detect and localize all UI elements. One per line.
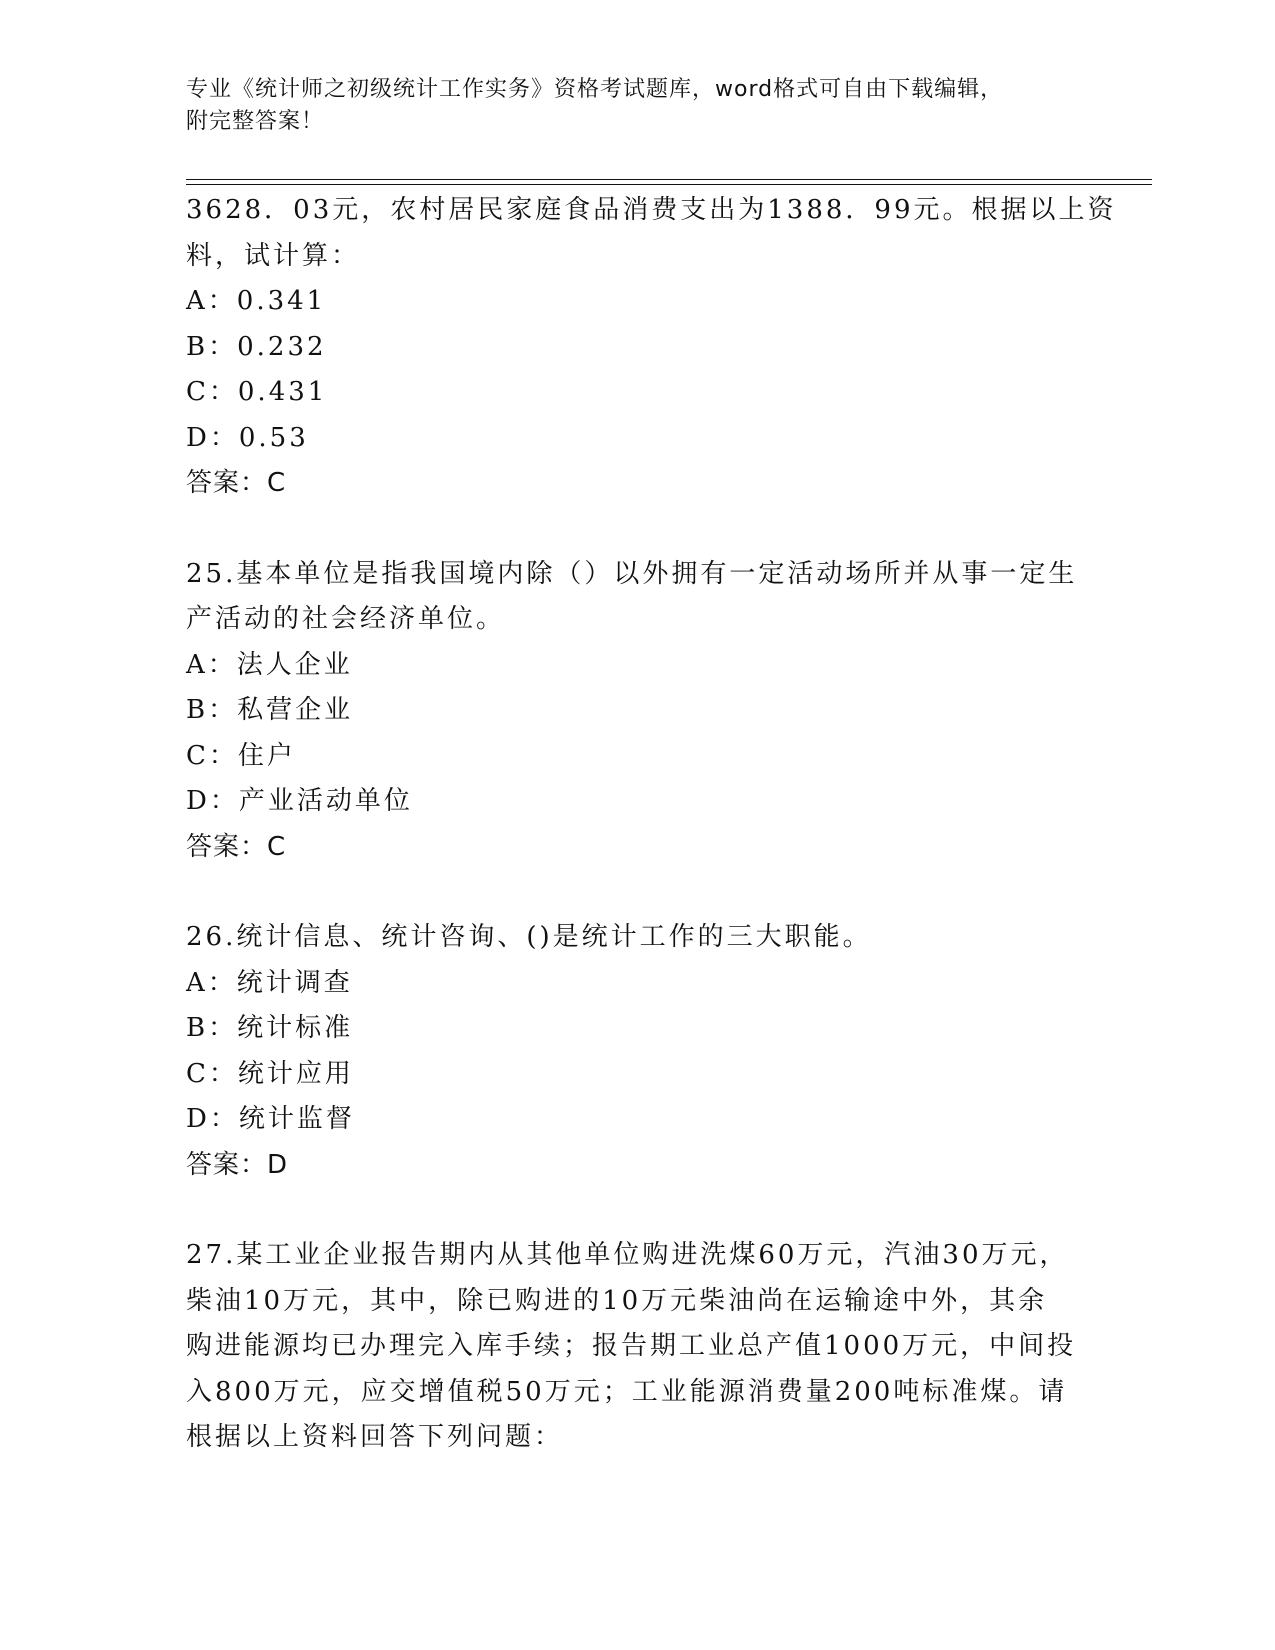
option-d: D：统计监督 xyxy=(186,1104,355,1134)
option-d: D：0.53 xyxy=(186,422,309,453)
question-text-line: 料，试计算： xyxy=(186,240,361,271)
option-d: D：产业活动单位 xyxy=(186,786,413,816)
question-text-line: 柴油10万元，其中，除已购进的10万元柴油尚在运输途中外，其余 xyxy=(186,1285,1048,1316)
option-a: A：法人企业 xyxy=(186,649,353,680)
option-a: A：0.341 xyxy=(186,286,327,316)
question-text-line: 购进能源均已办理完入库手续；报告期工业总产值1000万元，中间投 xyxy=(186,1331,1077,1361)
question-text-line: 27.某工业企业报告期内从其他单位购进洗煤60万元，汽油30万元， xyxy=(186,1240,1069,1270)
option-b: B：0.232 xyxy=(186,331,327,362)
question-text-line: 25.基本单位是指我国境内除（）以外拥有一定活动场所并从事一定生 xyxy=(186,558,1078,589)
header-line-2: 附完整答案！ xyxy=(186,109,325,134)
header-divider-top xyxy=(186,179,1152,180)
option-a: A：统计调查 xyxy=(186,967,353,998)
option-c: C：0.431 xyxy=(186,377,328,407)
question-content xyxy=(186,188,1117,1461)
question-block-24 xyxy=(186,188,1117,507)
answer-line: 答案：C xyxy=(186,468,287,498)
option-b: B：私营企业 xyxy=(186,695,354,725)
question-text-line: 26.统计信息、统计咨询、()是统计工作的三大职能。 xyxy=(186,922,872,952)
document-header xyxy=(186,74,1086,138)
question-text-line: 入800万元，应交增值税50万元；工业能源消费量200吨标准煤。请 xyxy=(186,1376,1068,1407)
question-block-27 xyxy=(186,1233,1086,1461)
question-block-26 xyxy=(186,915,1086,1188)
question-text-line: 3628．03元，农村居民家庭食品消费支出为1388．99元。根据以上资 xyxy=(186,195,1117,225)
option-c: C：住户 xyxy=(186,740,296,771)
answer-line: 答案：C xyxy=(186,831,287,862)
option-b: B：统计标准 xyxy=(186,1013,354,1043)
question-text-line: 根据以上资料回答下列问题： xyxy=(186,1422,564,1452)
header-divider-bottom xyxy=(186,184,1152,185)
question-text-line: 产活动的社会经济单位。 xyxy=(186,604,506,634)
header-line-1: 专业《统计师之初级统计工作实务》资格考试题库，word格式可自由下载编辑， xyxy=(186,77,1004,102)
option-c: C：统计应用 xyxy=(186,1058,354,1089)
answer-line: 答案：D xyxy=(186,1149,289,1180)
question-block-25 xyxy=(186,552,1086,871)
